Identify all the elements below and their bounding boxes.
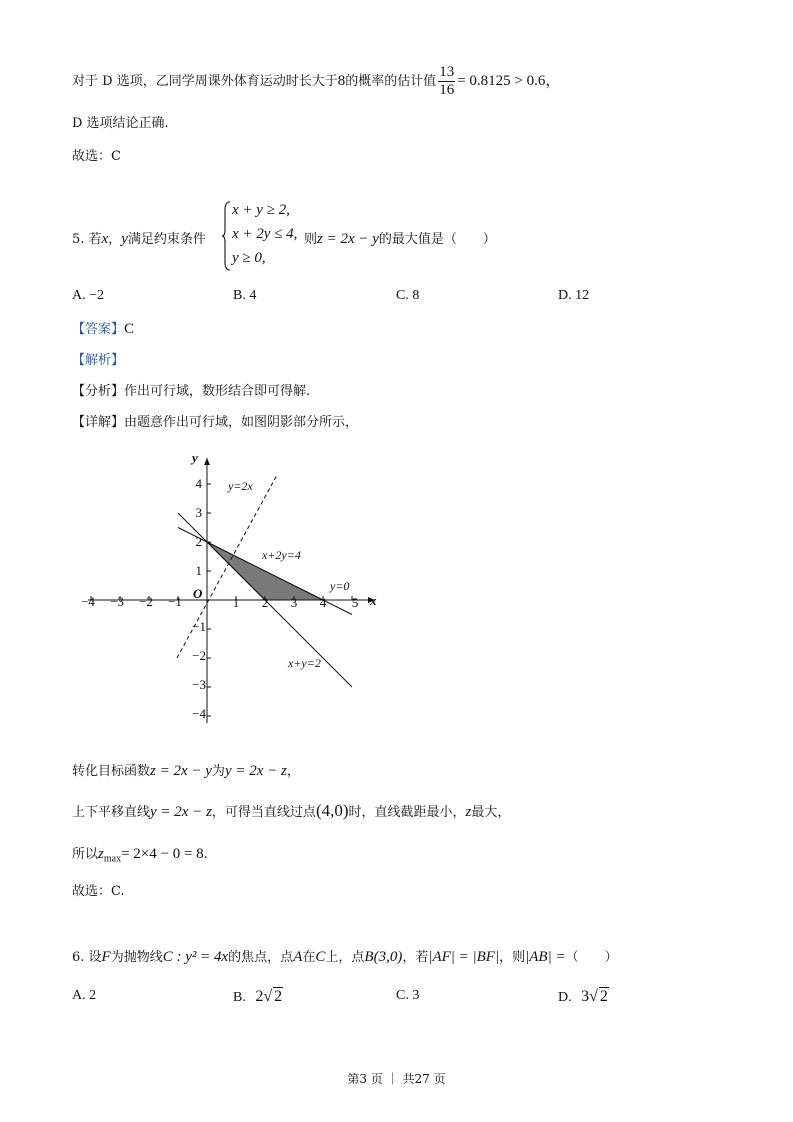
xiangjie-line: [72, 411, 358, 430]
q6-option-b: [233, 988, 283, 1006]
label-x-plus-2y-eq-4: x+2y=4: [262, 548, 301, 562]
xiangjie-text: 由题意作出可行域，如图阴影部分所示，: [124, 415, 359, 430]
q6-mid1: 为抛物线: [110, 950, 163, 965]
y-axis-label: y: [192, 450, 198, 465]
fenxi-text: 作出可行域，数形结合即可得解.: [124, 384, 311, 399]
so-sub: max: [103, 853, 122, 865]
line-d-mid: 的概率的估计值: [345, 74, 437, 89]
transform-y: y = 2x − z: [224, 763, 287, 779]
answer-label: 【答案】: [72, 322, 125, 337]
constraint-system: [222, 200, 302, 272]
q5-objective: [304, 228, 496, 248]
feasible-region-graph: [80, 448, 390, 742]
page-footer: 第3 页 ｜ 共27 页: [347, 1072, 446, 1086]
so-z: z: [98, 846, 104, 862]
x-tick-label: −4: [81, 594, 95, 609]
constraint-3: y ≥ 0,: [232, 250, 266, 266]
so-end: .: [203, 847, 208, 862]
q6-option-b-label: B.: [233, 990, 246, 1005]
analysis-label: 【解析】: [72, 353, 125, 368]
q5-option-a: A. −2: [72, 288, 105, 303]
y-tick-label: 1: [195, 563, 202, 578]
answer-value: C: [124, 321, 135, 337]
q6-option-a: A. 2: [72, 988, 97, 1003]
q6-C-expr: C : y² = 4x: [162, 949, 229, 965]
q5-mid: 满足约束条件: [127, 232, 206, 247]
y-tick-label: −2: [192, 648, 206, 663]
shift-prefix: 上下平移直线: [72, 805, 151, 820]
y-tick-label: −3: [192, 677, 206, 692]
x-tick-label: 1: [232, 595, 240, 610]
transform-prefix: 转化目标函数: [72, 764, 151, 779]
q6-C: C: [315, 949, 326, 965]
question-6: [72, 946, 618, 966]
q5-option-c: C. 8: [396, 288, 420, 303]
q5-then: 则: [304, 232, 318, 247]
q6-mid5: ，若: [402, 950, 429, 965]
label-y-eq-0: y=0: [330, 579, 350, 593]
left-brace-icon: [222, 200, 232, 272]
x-tick-label: −3: [110, 594, 124, 609]
graph-svg: [80, 448, 390, 738]
constraint-1: x + y ≥ 2,: [232, 202, 290, 218]
q5-option-d: D. 12: [558, 288, 590, 303]
q6-option-d: [558, 988, 609, 1006]
q6-option-b-radicand: 2: [274, 988, 283, 1005]
y-tick-label: 2: [195, 534, 202, 549]
q6-option-c: C. 3: [396, 988, 420, 1003]
q6-option-b-coef: 2: [255, 988, 264, 1005]
x-tick-label: −2: [139, 594, 153, 609]
q5-z-expr: z = 2x − y: [317, 231, 379, 247]
so-expr: = 2×4 − 0 = 8: [121, 846, 204, 862]
answer-line: [72, 318, 134, 338]
q6-option-d-label: D.: [558, 990, 572, 1005]
label-x-plus-y-eq-2: x+y=2: [288, 656, 321, 670]
probability-fraction: [438, 64, 455, 99]
x-tick-label: 2: [261, 595, 269, 610]
q5-prefix: 5. 若: [72, 232, 102, 247]
shift-point: (4,0): [315, 801, 349, 820]
q5-tail: 的最大值是（ ）: [378, 232, 496, 247]
q5-var-x: x: [101, 231, 109, 247]
choose-c-second: 故选：C.: [72, 884, 125, 899]
x-tick-label: 5: [351, 595, 359, 610]
q6-condition: |AF| = |BF|: [428, 949, 500, 965]
y-tick-label: −1: [192, 619, 206, 634]
line-d-eight: 8: [337, 73, 346, 89]
label-y-eq-2x: y=2x: [228, 479, 253, 493]
q6-option-d-radicand: 2: [599, 988, 608, 1005]
q6-option-d-coef: 3: [581, 988, 590, 1005]
x-axis-label: x: [370, 593, 377, 608]
q6-tail: （ ）: [565, 950, 618, 965]
q6-prefix: 6. 设: [72, 950, 102, 965]
y-tick-label: −4: [192, 706, 206, 721]
fraction-denominator: 16: [439, 82, 455, 98]
so-line: [72, 843, 208, 865]
so-prefix: 所以: [72, 847, 99, 862]
x-tick-label: 4: [319, 595, 327, 610]
fraction-numerator: 13: [439, 64, 455, 80]
q6-B: B(3,0): [364, 949, 403, 965]
q6-mid6: ，则: [499, 950, 526, 965]
shift-tail1: 时，直线截距最小，: [348, 805, 466, 820]
transform-line: [72, 760, 300, 780]
q6-AB: |AB| =: [525, 949, 566, 965]
line-d-prefix: 对于 D 选项，乙同学周课外体育运动时长大于: [72, 74, 338, 89]
x-tick-label: 3: [290, 595, 298, 610]
q6-mid2: 的焦点，点: [228, 950, 294, 965]
q5-comma: ，: [108, 232, 122, 247]
transform-end: ，: [286, 764, 300, 779]
q6-mid3: 在: [302, 950, 316, 965]
origin-label: O: [193, 586, 203, 601]
line-d-option: [72, 64, 560, 99]
shift-z: z: [465, 804, 472, 820]
y-tick-label: 4: [195, 476, 202, 491]
y-tick-label: 3: [195, 505, 202, 520]
q5-var-y: y: [121, 231, 128, 247]
shift-tail2: 最大，: [471, 805, 511, 820]
fenxi-line: [72, 380, 310, 399]
xiangjie-label: 【详解】: [72, 415, 125, 430]
line-d-conclusion: D 选项结论正确.: [72, 116, 169, 131]
choose-c-first: 故选：C: [72, 149, 121, 164]
q6-option-d-sqrt: √ 2: [589, 988, 608, 1005]
transform-mid: 为: [211, 764, 225, 779]
q6-mid4: 上，点: [325, 950, 365, 965]
constraint-2: x + 2y ≤ 4,: [232, 226, 298, 242]
shift-line: [72, 801, 510, 821]
line-d-tail: = 0.8125 > 0.6，: [457, 73, 561, 89]
transform-z: z = 2x − y: [150, 763, 212, 779]
q6-option-b-sqrt: √ 2: [263, 988, 283, 1005]
shift-line-expr: y = 2x − z: [150, 804, 212, 820]
y-axis-arrow-icon: [204, 458, 210, 465]
q6-A: A: [293, 949, 303, 965]
q6-F: F: [101, 949, 111, 965]
question-5: [72, 228, 206, 248]
q5-option-b: B. 4: [233, 288, 257, 303]
shift-mid: ，可得当直线过点: [211, 805, 316, 820]
fenxi-label: 【分析】: [72, 384, 125, 399]
x-tick-label: −1: [168, 594, 182, 609]
